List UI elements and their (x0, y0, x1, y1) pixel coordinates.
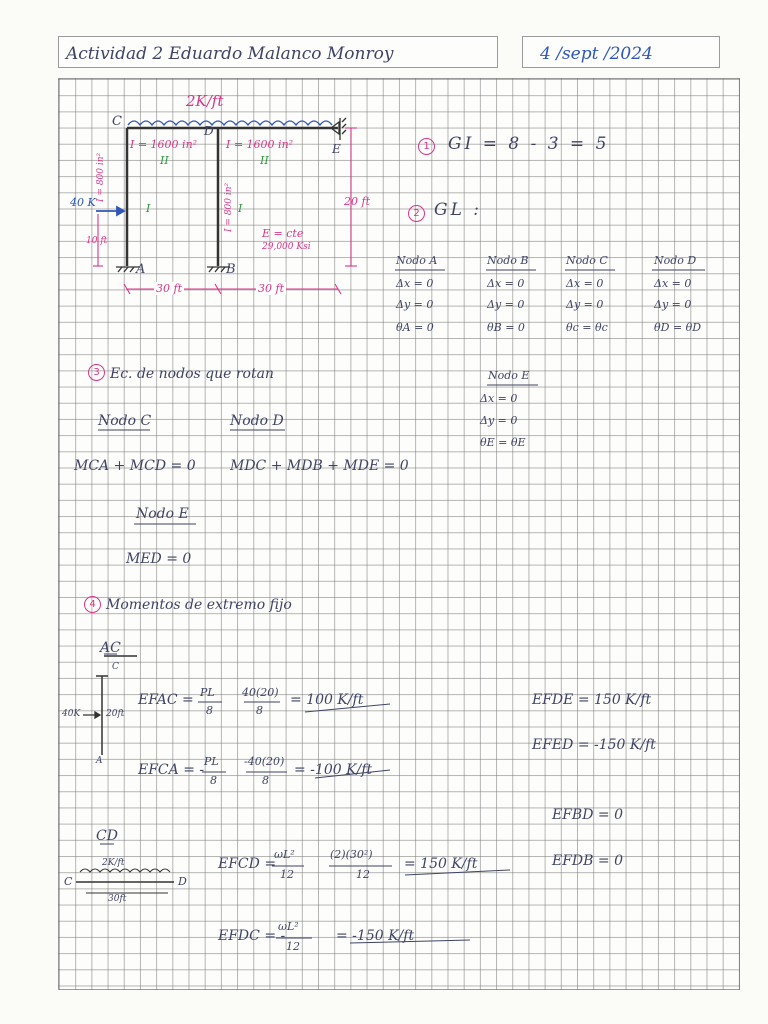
member-ac-length: 20ft (106, 709, 125, 719)
node-e-dx: Δx = 0 (480, 392, 518, 405)
efcd-frac1-num: ωL² (274, 848, 295, 861)
distributed-load-wave (128, 121, 332, 125)
nodo-c-title: Nodo C (98, 413, 152, 429)
node-d-name: Nodo D (654, 254, 697, 267)
load-height-label: 10 ft (86, 236, 108, 246)
node-b-dy: Δy = 0 (487, 298, 525, 311)
node-d-th: θD = θD (654, 321, 702, 334)
efac-frac1-den: 8 (206, 704, 213, 717)
efdc-lhs: EFDC = - (218, 928, 286, 944)
nodo-c-equation: MCA + MCD = 0 (74, 458, 196, 474)
section-2-title: GL : (434, 200, 483, 220)
beam-left-tag: II (160, 154, 169, 167)
col-left-tag: I (146, 202, 151, 215)
span-right-label: 30 ft (258, 282, 284, 295)
span-left-label: 30 ft (156, 282, 182, 295)
efca-frac2-num: -40(20) (244, 755, 285, 768)
efca-result: = -100 K/ft (294, 762, 373, 778)
node-b-th: θB = 0 (487, 321, 525, 334)
efac-result: = 100 K/ft (290, 692, 364, 708)
efed-equation: EFED = -150 K/ft (532, 737, 656, 753)
member-ac-load-arrow (83, 712, 100, 718)
node-e-dy: Δy = 0 (480, 414, 518, 427)
page-date: 4 /sept /2024 (540, 44, 653, 64)
efca-lhs: EFCA = - (138, 762, 205, 778)
section-4-number: 4 (84, 596, 101, 613)
section-1-equation: GI = 8 - 3 = 5 (448, 134, 610, 154)
node-d-dx: Δx = 0 (654, 277, 692, 290)
nodo-d-equation: MDC + MDB + MDE = 0 (230, 458, 409, 474)
member-cd-label: CD (96, 828, 118, 844)
node-a-label: A (136, 262, 146, 277)
efcd-result: = 150 K/ft (404, 856, 478, 872)
efcd-lhs: EFCD = (218, 856, 277, 872)
node-a-th: θA = 0 (396, 321, 434, 334)
section-3-number: 3 (88, 364, 105, 381)
efac-frac2-num: 40(20) (242, 686, 279, 699)
efdc-frac1-num: ωL² (278, 920, 299, 933)
efdb-equation: EFDB = 0 (552, 853, 623, 869)
efcd-frac1-den: 12 (280, 868, 294, 881)
node-a-name: Nodo A (396, 254, 438, 267)
node-e-th: θE = θE (480, 436, 526, 449)
point-load-arrow (96, 207, 124, 215)
efde-equation: EFDE = 150 K/ft (532, 692, 652, 708)
nodo-e-equation: MED = 0 (126, 551, 192, 567)
member-cd-length: 30ft (108, 894, 127, 904)
height-label: 20 ft (344, 195, 370, 208)
node-b-label: B (226, 262, 236, 277)
col-left-inertia: I = 800 in² (96, 152, 106, 202)
member-cd-c: C (64, 875, 73, 888)
point-load-label: 40 K (70, 196, 96, 209)
nodo-d-title: Nodo D (230, 413, 284, 429)
member-cd-d: D (178, 875, 187, 888)
col-right-tag: I (238, 202, 243, 215)
node-d-dy: Δy = 0 (654, 298, 692, 311)
modulus-line2: 29,000 Ksi (262, 242, 311, 252)
page-title: Actividad 2 Eduardo Malanco Monroy (66, 44, 394, 64)
section-4-title: Momentos de extremo fijo (106, 597, 292, 613)
member-ac-c: C (112, 662, 119, 672)
node-c-dx: Δx = 0 (566, 277, 604, 290)
efca-frac1-den: 8 (210, 774, 217, 787)
beam-right-tag: II (260, 154, 269, 167)
node-b-name: Nodo B (487, 254, 529, 267)
fraction-bars (198, 702, 392, 938)
node-a-dy: Δy = 0 (396, 298, 434, 311)
efac-frac2-den: 8 (256, 704, 263, 717)
node-c-dy: Δy = 0 (566, 298, 604, 311)
section-3-title: Ec. de nodos que rotan (110, 366, 274, 382)
member-ac-a: A (96, 756, 103, 766)
section-2-number: 2 (408, 205, 425, 222)
member-cd-sketch (76, 869, 174, 893)
inertia-left-label: I = 1600 in² (130, 138, 198, 151)
efac-frac1-num: PL (200, 686, 215, 699)
efcd-frac2-num: (2)(30²) (330, 848, 373, 861)
modulus-line1: E = cte (262, 227, 304, 240)
node-c-name: Nodo C (566, 254, 608, 267)
node-d-label: D (204, 124, 214, 138)
member-cd-load: 2K/ft (102, 858, 125, 868)
efdc-frac1-den: 12 (286, 940, 300, 953)
node-e-name: Nodo E (488, 369, 530, 382)
member-ac-label: AC (100, 640, 121, 656)
node-b-dx: Δx = 0 (487, 277, 525, 290)
member-ac-load: 40K (62, 709, 81, 719)
efca-frac2-den: 8 (262, 774, 269, 787)
nodo-underlines (98, 430, 285, 524)
efca-frac1-num: PL (204, 755, 219, 768)
col-right-inertia: I = 800 in² (224, 182, 234, 232)
efac-lhs: EFAC = (138, 692, 194, 708)
efdc-result: = -150 K/ft (336, 928, 415, 944)
load-top-label: 2K/ft (186, 92, 224, 110)
section-1-number: 1 (418, 138, 435, 155)
efcd-frac2-den: 12 (356, 868, 370, 881)
node-a-dx: Δx = 0 (396, 277, 434, 290)
node-c-th: θc = θc (566, 321, 608, 334)
efbd-equation: EFBD = 0 (552, 807, 623, 823)
inertia-right-label: I = 1600 in² (226, 138, 294, 151)
node-c-label: C (112, 114, 122, 129)
nodo-e-title: Nodo E (136, 506, 189, 522)
pin-support-e (331, 118, 346, 140)
node-e-label: E (332, 142, 341, 156)
